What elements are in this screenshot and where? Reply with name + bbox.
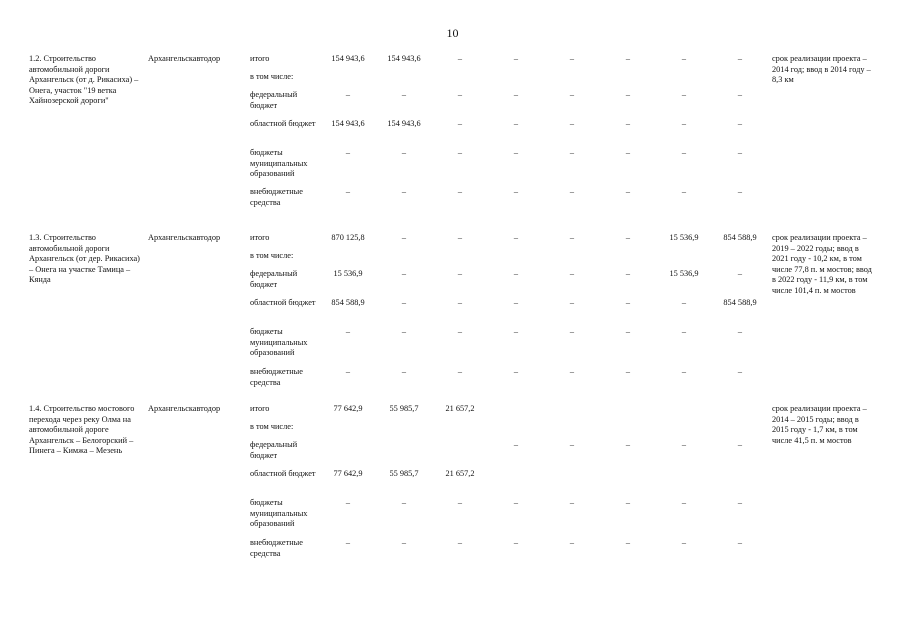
cell: – (401, 269, 407, 278)
cell: 854 588,9 (723, 233, 757, 242)
cell: – (569, 440, 575, 449)
row-label: итого (250, 233, 270, 242)
cell: – (681, 538, 687, 547)
row-label: бюджеты муниципальных образований (250, 498, 308, 529)
cell: – (513, 233, 519, 242)
item-note: срок реализации проекта – 2019 – 2022 годы; ввод в 2021 году - 10,2 км, в том числе 77,8 п. м мостов; ввод в 2022 году - 11,9 км, в том числе 101,4 п. м мостов (772, 233, 872, 295)
cell: – (681, 298, 687, 307)
cell: – (625, 54, 631, 63)
cell: – (345, 148, 351, 157)
cell: – (737, 367, 743, 376)
cell: – (569, 54, 575, 63)
row-label: в том числе: (250, 251, 294, 260)
cell: – (625, 119, 631, 128)
cell: – (681, 90, 687, 99)
cell: – (737, 498, 743, 507)
cell: – (737, 187, 743, 196)
cell: 77 642,9 (333, 404, 363, 413)
cell: – (681, 119, 687, 128)
item-title: 1.2. Строительство автомобильной дороги Архангельск (от д. Рикасиха) – Онега, участок "19 ветка Хайнозерской дороги" (29, 54, 139, 106)
cell: – (457, 233, 463, 242)
row-label: внебюджетные средства (250, 187, 303, 207)
cell: 154 943,6 (331, 119, 365, 128)
cell: – (569, 148, 575, 157)
row-label: внебюджетные средства (250, 538, 303, 558)
item-title: 1.3. Строительство автомобильной дороги Архангельск (от дер. Рикасиха) – Онега на участке Тамица – Кянда (29, 233, 140, 285)
item-title: 1.4. Строительство мостового перехода через реку Олма на автомобильной дороге Архангельск – Белогорский – Пинега – Кимжа – Мезень (29, 404, 135, 456)
cell: – (513, 298, 519, 307)
cell: – (681, 440, 687, 449)
cell: – (625, 269, 631, 278)
cell: – (737, 269, 743, 278)
cell: – (625, 298, 631, 307)
cell: 21 657,2 (445, 404, 475, 413)
cell: – (569, 233, 575, 242)
cell: – (569, 367, 575, 376)
cell: 55 985,7 (389, 404, 419, 413)
cell: – (513, 440, 519, 449)
cell: – (345, 187, 351, 196)
page-number: 10 (446, 26, 459, 40)
cell: – (737, 327, 743, 336)
cell: 21 657,2 (445, 469, 475, 478)
cell: – (625, 440, 631, 449)
cell: – (681, 367, 687, 376)
cell: – (737, 538, 743, 547)
cell: 154 943,6 (387, 119, 421, 128)
cell: – (625, 498, 631, 507)
cell: – (737, 90, 743, 99)
cell: – (569, 298, 575, 307)
cell: – (513, 54, 519, 63)
cell: – (345, 498, 351, 507)
cell: – (625, 538, 631, 547)
cell: – (401, 90, 407, 99)
cell: – (457, 367, 463, 376)
cell: – (625, 327, 631, 336)
row-label: федеральный бюджет (250, 440, 298, 460)
row-label: в том числе: (250, 72, 294, 81)
row-label: областной бюджет (250, 298, 316, 307)
row-label: областной бюджет (250, 119, 316, 128)
cell: – (737, 440, 743, 449)
cell: – (457, 498, 463, 507)
cell: – (457, 148, 463, 157)
row-label: итого (250, 404, 270, 413)
cell: – (625, 187, 631, 196)
cell: – (457, 269, 463, 278)
cell: – (569, 538, 575, 547)
cell: – (737, 54, 743, 63)
cell: – (625, 233, 631, 242)
row-label: федеральный бюджет (250, 90, 298, 110)
cell: – (681, 327, 687, 336)
cell: 55 985,7 (389, 469, 419, 478)
cell: – (569, 119, 575, 128)
row-label: внебюджетные средства (250, 367, 303, 387)
cell: – (569, 498, 575, 507)
cell: – (401, 538, 407, 547)
cell: – (345, 538, 351, 547)
cell: – (401, 298, 407, 307)
cell: – (457, 54, 463, 63)
row-label: бюджеты муниципальных образований (250, 327, 308, 358)
cell: – (681, 187, 687, 196)
cell: 154 943,6 (387, 54, 421, 63)
cell: – (569, 327, 575, 336)
cell: – (625, 148, 631, 157)
row-label: в том числе: (250, 422, 294, 431)
cell: – (457, 298, 463, 307)
cell: – (513, 119, 519, 128)
cell: – (457, 538, 463, 547)
row-label: итого (250, 54, 270, 63)
cell: – (401, 327, 407, 336)
cell: 854 588,9 (723, 298, 757, 307)
cell: – (513, 90, 519, 99)
cell: – (457, 119, 463, 128)
cell: 15 536,9 (333, 269, 363, 278)
cell: – (401, 148, 407, 157)
cell: – (401, 498, 407, 507)
item-note: срок реализации проекта – 2014 – 2015 годы; ввод в 2015 году - 1,7 км, в том числе 41,5 п. м мостов (772, 404, 867, 445)
cell: – (345, 367, 351, 376)
cell: – (625, 367, 631, 376)
cell: 870 125,8 (331, 233, 365, 242)
cell: – (345, 90, 351, 99)
cell: – (681, 498, 687, 507)
cell: – (513, 538, 519, 547)
cell: – (457, 90, 463, 99)
cell: 77 642,9 (333, 469, 363, 478)
item-executor: Архангельскавтодор (148, 404, 221, 413)
cell: – (513, 498, 519, 507)
item-executor: Архангельскавтодор (148, 233, 221, 242)
cell: – (681, 54, 687, 63)
cell: – (513, 269, 519, 278)
cell: 15 536,9 (669, 269, 699, 278)
cell: – (457, 327, 463, 336)
cell: – (513, 187, 519, 196)
cell: – (345, 327, 351, 336)
row-label: бюджеты муниципальных образований (250, 148, 308, 179)
cell: – (401, 187, 407, 196)
cell: – (513, 327, 519, 336)
cell: – (737, 148, 743, 157)
cell: – (569, 269, 575, 278)
row-label: областной бюджет (250, 469, 316, 478)
cell: – (737, 119, 743, 128)
cell: – (569, 90, 575, 99)
item-note: срок реализации проекта – 2014 год; ввод в 2014 году – 8,3 км (772, 54, 871, 85)
cell: 854 588,9 (331, 298, 365, 307)
cell: – (625, 90, 631, 99)
cell: – (457, 187, 463, 196)
cell: – (401, 233, 407, 242)
cell: 15 536,9 (669, 233, 699, 242)
cell: – (513, 367, 519, 376)
cell: – (681, 148, 687, 157)
cell: 154 943,6 (331, 54, 365, 63)
item-executor: Архангельскавтодор (148, 54, 221, 63)
cell: – (513, 148, 519, 157)
row-label: федеральный бюджет (250, 269, 298, 289)
cell: – (569, 187, 575, 196)
cell: – (401, 367, 407, 376)
